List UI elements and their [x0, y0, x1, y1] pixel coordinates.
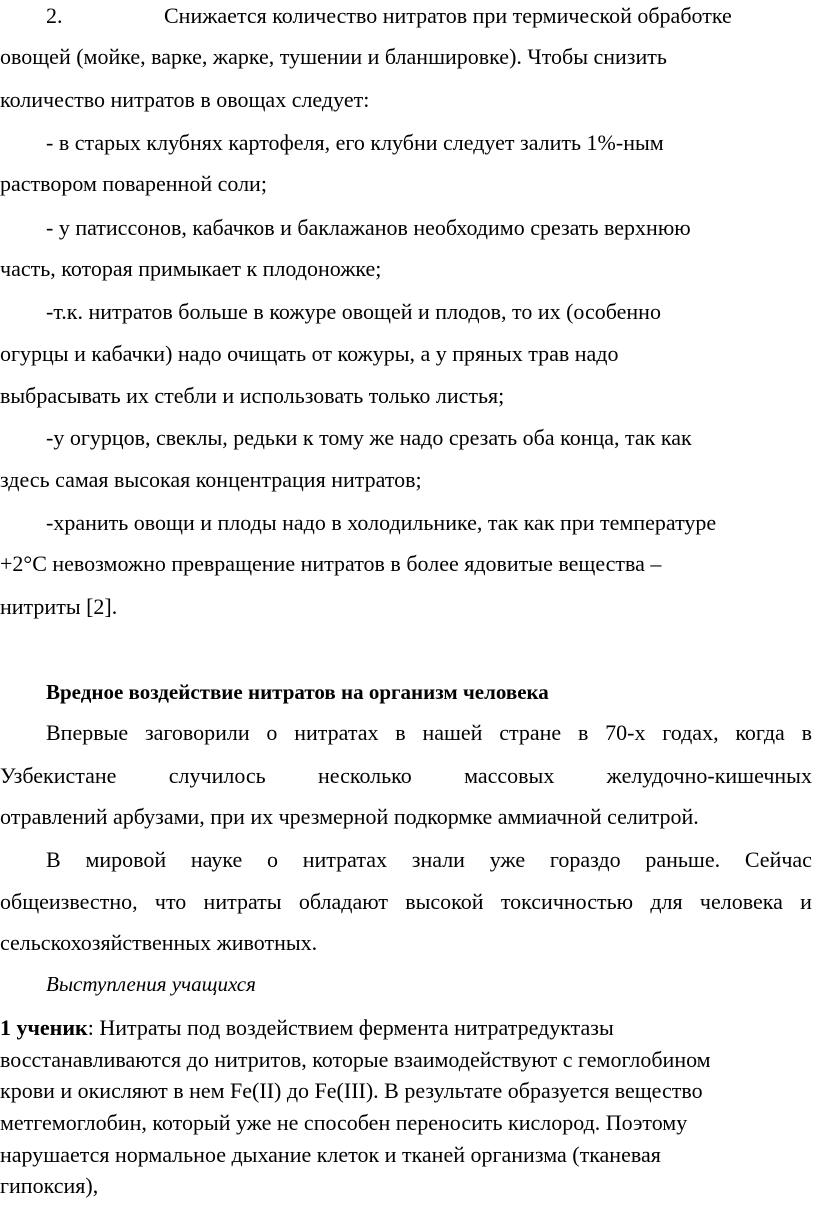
word: В [46, 847, 61, 872]
word: нашей [422, 720, 483, 745]
word: нитратах [294, 720, 379, 745]
word: нитратах [302, 847, 388, 872]
word: уже [489, 847, 526, 872]
word: Узбекистане [0, 763, 117, 788]
word: в [577, 720, 589, 745]
text-line: выбрасывать их стебли и использовать только листья; [0, 383, 505, 408]
text-line: гипоксия), [0, 1173, 99, 1198]
student-first-line [0, 1015, 614, 1041]
paragraph-line-justified [0, 889, 812, 915]
word: Сейчас [744, 847, 812, 872]
list-item-number: 2. [46, 3, 63, 28]
text-line: восстанавливаются до нитритов, которые взаимодействуют с гемоглобином [0, 1047, 711, 1072]
text-line: сельскохозяйственных животных. [0, 930, 318, 955]
word: несколько [318, 763, 412, 788]
student-label: 1 ученик [0, 1015, 88, 1040]
text-line: нарушается нормальное дыхание клеток и тканей организма (тканевая [0, 1142, 661, 1167]
text-line: - у патиссонов, кабачков и баклажанов необходимо срезать верхнюю [46, 215, 691, 240]
paragraph-line-justified [46, 847, 812, 873]
word: в [801, 720, 812, 745]
word: заговорили [144, 720, 250, 745]
section-heading: Вредное воздействие нитратов на организм человека [46, 680, 549, 704]
student-colon: : [87, 1015, 94, 1040]
word: науке [190, 847, 243, 872]
word: и [800, 889, 812, 914]
word: гораздо [549, 847, 621, 872]
word: стране [499, 720, 562, 745]
word: нитраты [203, 889, 282, 914]
word: желудочно-кишечных [606, 763, 812, 788]
word: знали [411, 847, 465, 872]
text-line: -хранить овощи и плоды надо в холодильнике, так как при температуре [46, 510, 717, 535]
word: когда [735, 720, 785, 745]
word: Впервые [46, 720, 129, 745]
word: что [154, 889, 187, 914]
text-line: крови и окисляют в нем Fe(II) до Fe(III). В результате образуется вещество [0, 1078, 703, 1103]
text-line: - в старых клубнях картофеля, его клубни следует залить 1%-ным [46, 130, 664, 155]
word: высокой [405, 889, 484, 914]
word: 70-х [605, 720, 646, 745]
text-line: метгемоглобин, который уже не способен переносить кислород. Поэтому [0, 1110, 688, 1135]
text-line: количество нитратов в овощах следует: [0, 87, 370, 112]
text-line: нитриты [2]. [0, 594, 118, 619]
text-line: здесь самая высокая концентрация нитратов; [0, 467, 422, 492]
word: для [650, 889, 683, 914]
text-line: часть, которая примыкает к плодоножке; [0, 256, 382, 281]
word: человека [699, 889, 783, 914]
word: о [266, 847, 278, 872]
paragraph-line-justified [46, 720, 812, 746]
text-line: -т.к. нитратов больше в кожуре овощей и плодов, то их (особенно [46, 299, 661, 324]
word: раньше. [645, 847, 721, 872]
text-line: огурцы и кабачки) надо очищать от кожуры, а у пряных трав надо [0, 341, 619, 366]
word: случилось [168, 763, 266, 788]
text-line: овощей (мойке, варке, жарке, тушении и бланшировке). Чтобы снизить [0, 44, 667, 69]
text-line: -у огурцов, свеклы, редьки к тому же надо срезать оба конца, так как [46, 425, 692, 450]
word: токсичностью [500, 889, 634, 914]
word: общеизвестно, [0, 889, 138, 914]
word: годах, [662, 720, 719, 745]
text-line: раствором поваренной соли; [0, 171, 267, 196]
list-item-first-line [46, 3, 732, 29]
word: мировой [85, 847, 167, 872]
word: о [266, 720, 278, 745]
subheading: Выступления учащихся [46, 972, 256, 996]
text-line: +2°С невозможно превращение нитратов в более ядовитые вещества – [0, 551, 662, 576]
word: в [395, 720, 406, 745]
text-line: Нитраты под воздействием фермента нитратредуктазы [93, 1015, 614, 1040]
text-line: Снижается количество нитратов при термической обработке [164, 3, 732, 28]
word: массовых [464, 763, 555, 788]
text-line: отравлений арбузами, при их чрезмерной подкормке аммиачной селитрой. [0, 804, 699, 829]
word: обладают [298, 889, 388, 914]
paragraph-line-justified [0, 763, 812, 789]
